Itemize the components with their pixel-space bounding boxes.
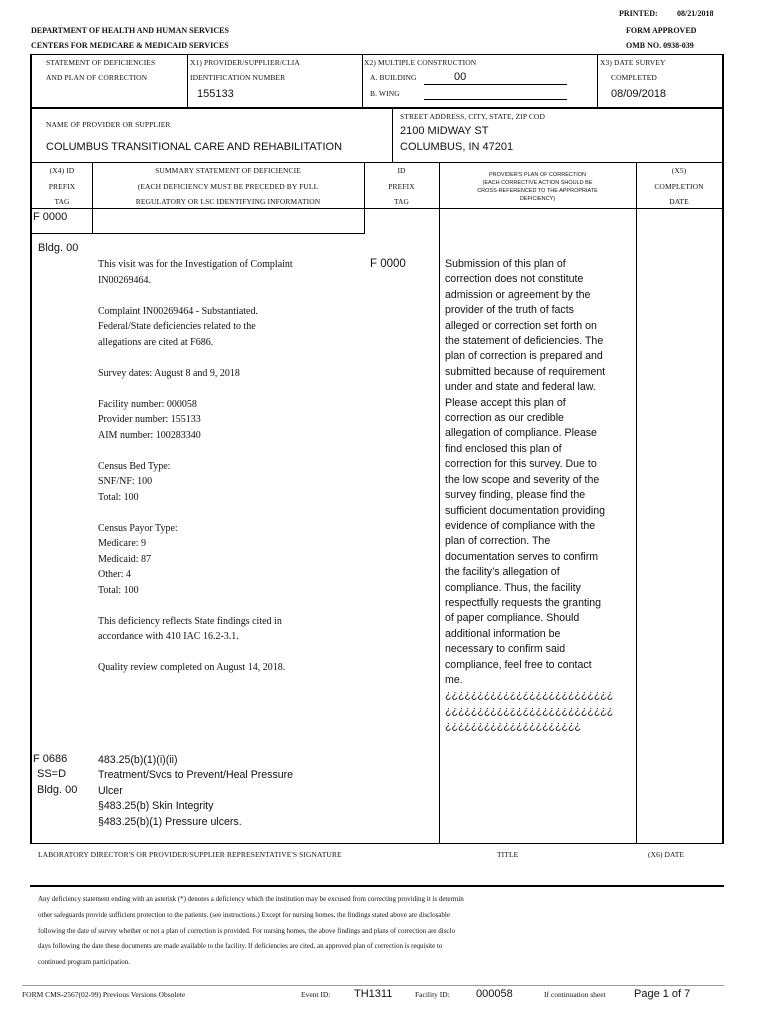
deficiency-narrative: This visit was for the Investigation of Complaint IN00269464. Complaint IN00269464 - Substantiated. Federal/State deficiencies related to the allegations are cited at F686. Survey dates: August 8 and 9, 2018 Facility number: 000058 Provider number: 155133 AIM number: 100283340 Census Bed Type: SNF/NF: 100 Total: 100 Census Payor Type: Medicare: 9 Medicaid: 87 Other: 4 Total: 100 This deficiency reflects State findings cited in accordance with 410 IAC 16.2-3.1. Quality review completed on August 14, 2018. (98, 259, 293, 673)
agency-line2: CENTERS FOR MEDICARE & MEDICAID SERVICES (31, 41, 229, 50)
disclaimer-line5: continued program participation. (38, 958, 130, 966)
survey-date: 08/09/2018 (611, 88, 667, 100)
completion-date-label: DATE (669, 197, 689, 206)
construction-label: X2) MULTIPLE CONSTRUCTION (364, 58, 477, 67)
address-label: STREET ADDRESS, CITY, STATE, ZIP COD (400, 112, 545, 121)
building-label: A. BUILDING (370, 73, 417, 82)
bldg-00-second: Bldg. 00 (37, 784, 78, 796)
completed-label: COMPLETED (611, 73, 657, 82)
summary-sub2: REGULATORY OR LSC IDENTIFYING INFORMATION (135, 197, 321, 206)
scope-severity: SS=D (37, 768, 67, 780)
facility-id-value: 000058 (476, 988, 513, 1000)
disclaimer-line3: following the date of survey whether or not a plan of correction is provided. For nursing homes, the above findings and plans of correction are disclo (38, 927, 455, 935)
signature-label: LABORATORY DIRECTOR'S OR PROVIDER/SUPPLIER REPRESENTATIVE'S SIGNATURE (38, 850, 342, 859)
agency-line1: DEPARTMENT OF HEALTH AND HUMAN SERVICES (31, 26, 229, 35)
provider-name-label: NAME OF PROVIDER OR SUPPLIER (46, 120, 171, 129)
correction-tag: F 0000 (370, 258, 406, 270)
provider-name: COLUMBUS TRANSITIONAL CARE AND REHABILITATION (46, 141, 343, 153)
date-label: (X6) DATE (648, 850, 685, 859)
plan-sub3: DEFICIENCY) (519, 196, 556, 202)
survey-label: X3) DATE SURVEY (600, 58, 666, 67)
identification-label: IDENTIFICATION NUMBER (190, 73, 286, 82)
plan-of-correction: Submission of this plan of correction does not constitute admission or agreement by the provider of the truth of facts alleged or correction set forth on the statement of deficiencies. The plan of correction is prepared and submitted because of requirement under and state and federal law. Please accept this plan of correction as our credible allegation of compliance. Please find enclosed this plan of correction for this survey. Due to the low scope and severity of the survey finding, please find the sufficient documentation providing evidence of compliance with the plan of correction. The documentation serves to confirm the facility’s allegation of compliance. Thus, the facility respectfully requests the granting of paper compliance. Should additional information be necessary to confirm said compliance, feel free to contact me. ¿¿¿¿¿¿¿¿¿¿¿¿¿¿¿¿¿¿¿¿¿¿¿¿¿¿ ¿¿¿¿¿¿¿¿¿¿¿¿¿¿¿¿¿¿¿¿¿¿¿¿¿¿ ¿¿¿¿¿¿¿¿¿¿¿¿¿¿¿¿¿¿¿¿¿ (445, 258, 614, 733)
form-approved: FORM APPROVED (626, 26, 697, 35)
event-id-value: TH1311 (354, 988, 393, 1000)
provider-id-value: 155133 (197, 88, 234, 100)
printed-label: PRINTED: (619, 9, 658, 18)
provider-id-label: X1) PROVIDER/SUPPLIER/CLIA (190, 58, 300, 67)
plan-label: AND PLAN OF CORRECTION (46, 73, 148, 82)
id-tag-label: TAG (393, 197, 410, 206)
disclaimer-line2: other safeguards provide sufficient protection to the patients. (see instructions.) Except for nursing homes, the findings stated above are disclosable (38, 911, 450, 919)
event-id-label: Event ID: (301, 990, 331, 999)
plan-heading: PROVIDER'S PLAN OF CORRECTION (488, 172, 586, 178)
summary-heading: SUMMARY STATEMENT OF DEFICIENCIE (155, 166, 301, 175)
wing-label: B. WING (370, 89, 400, 98)
printed-date: 08/21/2018 (677, 9, 714, 18)
disclaimer-line4: days following the date these documents are made available to the facility. If deficiencies are cited, an approved plan of correction is requisite to (38, 942, 443, 950)
completion-label: COMPLETION (654, 182, 704, 191)
disclaimer-line1: Any deficiency statement ending with an asterisk (*) denotes a deficiency which the institution may be excused from correcting providing it is determin (38, 895, 464, 903)
building-value: 00 (454, 71, 467, 83)
id-prefix-label: PREFIX (388, 182, 415, 191)
bldg-00-first: Bldg. 00 (38, 242, 79, 254)
statement-label: STATEMENT OF DEFICIENCIES (46, 58, 156, 67)
regulation-reference: 483.25(b)(1)(i)(ii) Treatment/Svcs to Prevent/Heal Pressure Ulcer §483.25(b) Skin Integrity §483.25(b)(1) Pressure ulcers. (98, 754, 294, 828)
address-line2: COLUMBUS, IN 47201 (400, 141, 514, 153)
form-number: FORM CMS-2567(02-99) Previous Versions Obsolete (22, 990, 186, 999)
plan-sub1: (EACH CORRECTIVE ACTION SHOULD BE (482, 180, 593, 186)
page-number: Page 1 of 7 (634, 988, 691, 1000)
id-label: ID (397, 166, 406, 175)
x4-id-label: (X4) ID (49, 166, 75, 175)
plan-sub2: CROSS-REFERENCED TO THE APPROPRIATE (477, 188, 598, 194)
title-label: TITLE (497, 850, 519, 859)
x4-tag-label: TAG (54, 197, 70, 206)
continuation-label: If continuation sheet (544, 990, 606, 999)
x4-prefix-label: PREFIX (48, 182, 76, 191)
facility-id-label: Facility ID: (415, 990, 450, 999)
tag-f0686: F 0686 (33, 753, 68, 765)
x5-label: (X5) (671, 166, 687, 175)
summary-sub1: (EACH DEFICIENCY MUST BE PRECEDED BY FULL (137, 182, 319, 191)
omb-number: OMB NO. 0938-039 (626, 41, 694, 50)
address-line1: 2100 MIDWAY ST (400, 125, 489, 137)
tag-f0000: F 0000 (33, 211, 68, 223)
